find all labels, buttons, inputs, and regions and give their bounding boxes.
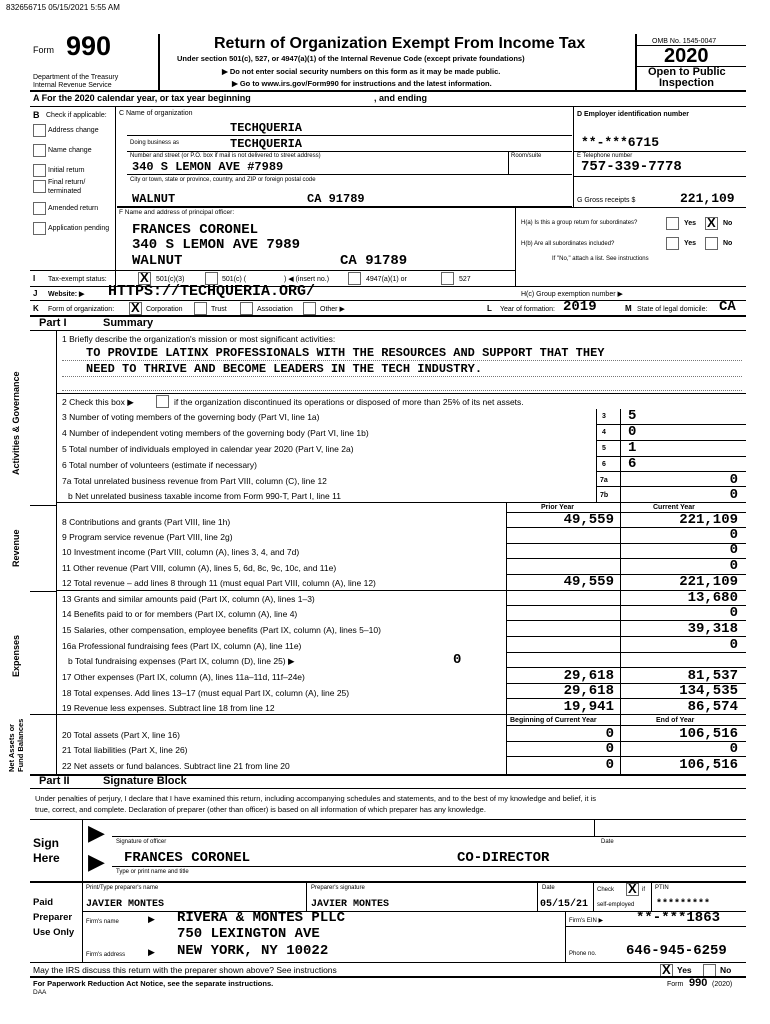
line-22-begin: 0	[605, 757, 614, 773]
mission-dotline-3	[62, 390, 742, 391]
street-label: Number and street (or P.O. box if mail is not delivered to street address)	[130, 153, 321, 159]
exp-net-side-rule	[30, 714, 56, 715]
omb-number: OMB No. 1545-0047	[652, 38, 717, 45]
org-phone: 757-339-7778	[581, 159, 682, 175]
line-5-rule	[596, 456, 746, 457]
preparer-signature: JAVIER MONTES	[311, 899, 390, 910]
line-5-value: 1	[628, 440, 637, 456]
firm-address-arrow: ▶	[148, 947, 155, 957]
amended-return-checkbox[interactable]	[33, 202, 46, 215]
line-11-current: 0	[729, 558, 738, 574]
final-return-checkbox[interactable]	[33, 180, 46, 193]
firm-phone: 646-945-6259	[626, 943, 727, 959]
line-20-rule	[506, 741, 746, 742]
status-501c-label: 501(c) (	[222, 276, 247, 283]
org-name-label: C Name of organization	[119, 110, 193, 117]
section-b-divider	[115, 106, 116, 286]
trust-label: Trust	[211, 306, 227, 313]
section-d-divider	[573, 106, 574, 207]
city-label: City or town, state or province, country, and ZIP or foreign postal code	[130, 177, 316, 183]
name-change-checkbox[interactable]	[33, 144, 46, 157]
amended-return-label: Amended return	[48, 205, 99, 212]
line-11-text: 11 Other revenue (Part VIII, column (A), lines 5, 6d, 8c, 9c, 10c, and 11e)	[62, 563, 337, 573]
part-1-header-rule	[30, 330, 746, 331]
line-i-top-rule	[30, 270, 516, 271]
line-18-current: 134,535	[679, 683, 738, 699]
gross-receipts-label: G Gross receipts $	[577, 197, 636, 204]
line-7b-value: 0	[729, 487, 738, 503]
dept-line-2: Internal Revenue Service	[33, 82, 112, 89]
line-15-current: 39,318	[687, 621, 738, 637]
line-6-text: 6 Total number of volunteers (estimate if necessary)	[62, 460, 257, 470]
preparer-date-divider	[537, 881, 538, 911]
firm-ein: **-***1863	[636, 910, 721, 926]
header-divider-left	[158, 34, 160, 90]
sign-label-2: Here	[33, 851, 60, 865]
other-org-checkbox[interactable]	[303, 302, 316, 315]
status-501c3-check-mark: X	[140, 270, 149, 285]
line-6-rule	[596, 471, 746, 472]
line-16a-text: 16a Professional fundraising fees (Part IX, column (A), line 11e)	[62, 641, 302, 651]
h-note: If "No," attach a list. See instructions	[552, 256, 649, 262]
association-checkbox[interactable]	[240, 302, 253, 315]
expenses-side-label: Expenses	[11, 634, 21, 677]
initial-return-checkbox[interactable]	[33, 164, 46, 177]
irs-discuss-question: May the IRS discuss this return with the preparer shown above? See instructions	[33, 965, 337, 975]
line-13-rule	[506, 605, 746, 606]
status-501c-insert: ) ◀ (insert no.)	[284, 276, 330, 283]
status-527-checkbox[interactable]	[441, 272, 454, 285]
line-15-text: 15 Salaries, other compensation, employee benefits (Part IX, column (A), lines 5–10)	[62, 625, 381, 635]
line-4-text: 4 Number of independent voting members of the governing body (Part VI, line 1b)	[62, 428, 369, 438]
firm-right-divider	[565, 911, 566, 962]
line-16b-value: 0	[453, 652, 462, 668]
street-rule	[127, 174, 572, 175]
gov-rev-side-rule	[30, 505, 56, 506]
principal-officer-label: F Name and address of principal officer:	[119, 209, 235, 216]
part-2-title: Signature Block	[103, 775, 187, 787]
application-pending-label: Application pending	[48, 225, 110, 232]
dba-label: Doing business as	[130, 140, 180, 146]
line-1-text: 1 Briefly describe the organization's mission or most significant activities:	[62, 334, 336, 344]
line-8-current: 221,109	[679, 512, 738, 528]
firm-name: RIVERA & MONTES PLLC	[177, 910, 346, 926]
ptin-divider	[651, 881, 652, 911]
part-2-label: Part II	[39, 775, 70, 787]
preparer-date: 05/15/21	[540, 899, 589, 910]
if-label: if	[642, 887, 645, 893]
line-3-value: 5	[628, 408, 637, 424]
section-b-label: B	[33, 110, 40, 120]
mission-dotline-2	[62, 376, 742, 377]
preparer-date-label: Date	[542, 885, 555, 891]
other-org-label: Other ▶	[320, 306, 345, 313]
line-6-value: 6	[628, 456, 637, 472]
check-if-applicable: Check if applicable:	[46, 112, 107, 119]
status-4947-label: 4947(a)(1) or	[366, 276, 407, 283]
line-12-text: 12 Total revenue – add lines 8 through 11 (must equal Part VIII, column (A), line 12)	[62, 578, 376, 588]
header-bottom-rule	[30, 90, 746, 92]
ha-no-check-mark: X	[707, 215, 716, 230]
line-9-text: 9 Program service revenue (Part VIII, line 2g)	[62, 532, 233, 542]
line-8-prior: 49,559	[563, 512, 614, 528]
corporation-check-mark: X	[131, 300, 140, 315]
firm-address-2: NEW YORK, NY 10022	[177, 943, 329, 959]
hb-yes-label: Yes	[684, 240, 697, 247]
preparer-sig-divider	[306, 881, 307, 911]
status-501c3-label: 501(c)(3)	[156, 276, 185, 283]
principal-street: 340 S LEMON AVE 7989	[132, 237, 301, 253]
tax-exempt-status-label: Tax-exempt status:	[48, 276, 107, 283]
principal-name: FRANCES CORONEL	[132, 222, 259, 238]
form-number: 990	[66, 31, 112, 61]
preparer-ptin: *********	[656, 899, 711, 910]
line-19-prior: 19,941	[563, 699, 614, 715]
line-22-end: 106,516	[679, 757, 738, 773]
line-13-current: 13,680	[687, 590, 738, 606]
status-527-label: 527	[459, 276, 471, 283]
firm-ein-rule	[565, 926, 746, 927]
year-rule	[636, 66, 746, 67]
form-title: Return of Organization Exempt From Income Tax	[214, 35, 586, 52]
sign-arrow-2: ▶	[88, 849, 105, 874]
part-1-title: Summary	[103, 317, 154, 329]
header-divider-right	[635, 34, 637, 90]
line-16b-text: b Total fundraising expenses (Part IX, column (D), line 25) ▶	[68, 656, 295, 666]
line-3-num: 3	[602, 413, 606, 420]
omb-rule	[636, 45, 746, 46]
principal-city: WALNUT	[132, 253, 183, 269]
line-7b-num: 7b	[600, 492, 609, 499]
line-16a-current: 0	[729, 637, 738, 653]
hb-question: H(b) Are all subordinates included?	[521, 241, 615, 247]
activities-governance-label: Activities & Governance	[11, 371, 21, 475]
signature-date-divider	[594, 819, 595, 836]
org-street: 340 S LEMON AVE #7989	[132, 160, 284, 174]
line-19-text: 19 Revenue less expenses. Subtract line 18 from line 12	[62, 703, 275, 713]
perjury-line-2: true, correct, and complete. Declaration of preparer (other than officer) is based on all information of which preparer has any knowledge.	[35, 805, 486, 814]
mission-line-2: NEED TO THRIVE AND BECOME LEADERS IN THE TECH INDUSTRY.	[86, 362, 483, 376]
line-k-label: K	[33, 304, 39, 313]
signature-line	[112, 836, 746, 837]
line-5-text: 5 Total number of individuals employed in calendar year 2020 (Part V, line 2a)	[62, 444, 354, 454]
line-3-text: 3 Number of voting members of the governing body (Part VI, line 1a)	[62, 412, 320, 422]
revenue-bottom-rule	[56, 590, 746, 591]
org-city: WALNUT	[132, 192, 176, 206]
use-only-label: Use Only	[33, 927, 75, 938]
name-change-label: Name change	[48, 147, 92, 154]
form-subtitle: Under section 501(c), 527, or 4947(a)(1) of the Internal Revenue Code (except private foundations)	[177, 54, 525, 63]
year-formation: 2019	[563, 299, 597, 315]
net-assets-side-label-2: Fund Balances	[16, 718, 25, 772]
line-17-current: 81,537	[687, 668, 738, 684]
dba-rule	[127, 151, 572, 152]
officer-date-label: Date	[601, 839, 614, 845]
hb-yes-checkbox[interactable]	[666, 237, 679, 250]
line-21-text: 21 Total liabilities (Part X, line 26)	[62, 745, 188, 755]
line-7b-text: b Net unrelated business taxable income from Form 990-T, Part I, line 11	[68, 491, 341, 501]
current-year-header: Current Year	[653, 504, 695, 511]
line-4-value: 0	[628, 424, 637, 440]
ha-yes-checkbox[interactable]	[666, 217, 679, 230]
ha-yes-label: Yes	[684, 220, 697, 227]
line-5-num: 5	[602, 445, 606, 452]
line-16a-rule	[506, 652, 746, 653]
officer-signature-label: Signature of officer	[116, 839, 167, 845]
print-stamp: 832656715 05/15/2021 5:55 AM	[6, 3, 120, 12]
perjury-line-1: Under penalties of perjury, I declare that I have examined this return, including accompanying schedules and statements, and to the best of my knowledge and belief, it is	[35, 794, 597, 803]
firm-address-label: Firm's address	[86, 952, 126, 958]
line-7a-text: 7a Total unrelated business revenue from Part VIII, column (C), line 12	[62, 476, 327, 486]
final-return-label: Final return/ terminated	[48, 179, 86, 195]
firm-phone-label: Phone no.	[569, 951, 597, 957]
line-17-prior: 29,618	[563, 668, 614, 684]
initial-return-label: Initial return	[48, 167, 85, 174]
firm-ein-label: Firm's EIN ▶	[569, 918, 604, 924]
line-10-text: 10 Investment income (Part VIII, column (A), lines 3, 4, and 7d)	[62, 547, 300, 557]
prior-year-header: Prior Year	[541, 504, 574, 511]
preparer-label: Preparer	[33, 912, 73, 923]
line-21-end: 0	[729, 741, 738, 757]
expenses-bottom-rule	[56, 714, 746, 715]
phone-rule	[573, 176, 746, 177]
legal-domicile: CA	[719, 299, 736, 315]
type-name-title-label: Type or print name and title	[116, 869, 189, 875]
discontinued-checkbox[interactable]	[156, 395, 169, 408]
line-22-text: 22 Net assets or fund balances. Subtract line 21 from line 20	[62, 761, 290, 771]
self-employed-check-mark: X	[628, 881, 637, 896]
line-1-rule	[56, 393, 746, 394]
status-4947-checkbox[interactable]	[348, 272, 361, 285]
mission-dotline-1	[62, 360, 742, 361]
mission-line-1: TO PROVIDE LATINX PROFESSIONALS WITH THE RESOURCES AND SUPPORT THAT THEY	[86, 346, 605, 360]
gov-bottom-rule	[56, 502, 746, 503]
line-j-label: J	[33, 289, 38, 298]
legal-domicile-label: State of legal domicile:	[637, 306, 708, 313]
line-19-current: 86,574	[687, 699, 738, 715]
preparer-name: JAVIER MONTES	[86, 899, 165, 910]
corporation-label: Corporation	[146, 306, 183, 313]
line-4-rule	[596, 440, 746, 441]
line-13-text: 13 Grants and similar amounts paid (Part IX, column (A), lines 1–3)	[62, 594, 315, 604]
discuss-yes-label: Yes	[677, 965, 692, 975]
daa-label: DAA	[33, 989, 47, 996]
address-change-label: Address change	[48, 127, 99, 134]
instructions-link: ▶ Go to www.irs.gov/Form990 for instructions and the latest information.	[232, 79, 492, 88]
preparer-bottom-rule	[30, 962, 746, 963]
footer-form-number: 990	[689, 977, 708, 989]
line-10-current: 0	[729, 542, 738, 558]
paid-label: Paid	[33, 897, 54, 908]
line-17-text: 17 Other expenses (Part IX, column (A), lines 11a–11d, 11f–24e)	[62, 672, 305, 682]
part-1-label: Part I	[39, 317, 67, 329]
phone-label: E Telephone number	[577, 153, 633, 159]
ein-label: D Employer identification number	[577, 111, 690, 118]
line-a-ending: , and ending	[374, 93, 427, 103]
preparer-divider	[82, 881, 83, 962]
rev-exp-side-rule	[30, 591, 56, 592]
principal-state-zip: CA 91789	[340, 253, 408, 269]
tax-year: 2020	[664, 45, 709, 67]
begin-year-header: Beginning of Current Year	[510, 717, 597, 724]
open-public-1: Open to Public	[648, 66, 726, 78]
line-4-num: 4	[602, 429, 606, 436]
line-18-prior: 29,618	[563, 683, 614, 699]
line-8-text: 8 Contributions and grants (Part VIII, line 1h)	[62, 517, 231, 527]
org-name: TECHQUERIA	[230, 121, 303, 135]
line-a-rule	[30, 106, 746, 107]
year-formation-label: Year of formation:	[500, 306, 555, 313]
footer-form-year: (2020)	[712, 981, 733, 988]
firm-name-arrow: ▶	[148, 914, 155, 924]
room-suite-label: Room/suite	[511, 153, 542, 159]
revenue-side-label: Revenue	[11, 529, 21, 567]
preparer-signature-label: Preparer's signature	[311, 885, 365, 891]
line-14-text: 14 Benefits paid to or for members (Part IX, column (A), line 4)	[62, 609, 298, 619]
website-url[interactable]: HTTPS://TECHQUERIA.ORG/	[108, 283, 316, 300]
firm-name-label: Firm's name	[86, 919, 119, 925]
officer-title: CO-DIRECTOR	[457, 850, 550, 866]
ein-value: **-***6715	[581, 135, 660, 150]
line-21-begin: 0	[605, 741, 614, 757]
preparer-check-divider	[593, 881, 594, 911]
self-employed-label: self-employed	[597, 902, 635, 908]
check-label: Check	[597, 887, 615, 893]
discuss-no-label: No	[720, 965, 732, 975]
line-7a-num: 7a	[600, 477, 608, 484]
line-20-begin: 0	[605, 726, 614, 742]
ptin-label: PTIN	[655, 885, 669, 891]
end-year-header: End of Year	[656, 717, 695, 724]
form-of-org-label: Form of organization:	[48, 306, 115, 313]
net-assets-side-label-1: Net Assets or	[7, 723, 16, 772]
hb-no-label: No	[723, 240, 733, 247]
ein-rule	[573, 151, 746, 152]
line-2-description: if the organization discontinued its operations or disposed of more than 25% of its net assets.	[174, 397, 524, 407]
line-8-rule	[506, 527, 746, 528]
line-18-text: 18 Total expenses. Add lines 13–17 (must equal Part IX, column (A), line 25)	[62, 688, 350, 698]
form-word: Form	[33, 45, 54, 55]
discuss-yes-check-mark: X	[662, 962, 671, 977]
line-6-num: 6	[602, 461, 606, 468]
application-pending-checkbox[interactable]	[33, 222, 46, 235]
ha-no-label: No	[723, 220, 733, 227]
website-label: Website: ▶	[48, 291, 85, 298]
line-20-end: 106,516	[679, 726, 738, 742]
line-m-label: M	[625, 304, 632, 313]
section-h-divider	[515, 207, 516, 286]
trust-checkbox[interactable]	[194, 302, 207, 315]
line-7a-rule	[596, 486, 746, 487]
footer-form-word: Form	[667, 981, 684, 988]
section-cg-bottom-rule	[117, 207, 746, 208]
gross-receipts-value: 221,109	[680, 191, 735, 206]
org-state-zip: CA 91789	[307, 192, 365, 206]
line-15-rule	[506, 636, 746, 637]
line-9-rule	[506, 543, 746, 544]
line-20-text: 20 Total assets (Part X, line 16)	[62, 730, 180, 740]
line-2-text: 2 Check this box ▶	[62, 397, 134, 407]
hb-no-checkbox[interactable]	[705, 237, 718, 250]
line-9-current: 0	[729, 527, 738, 543]
perjury-rule	[30, 819, 746, 820]
sign-label-1: Sign	[33, 836, 59, 850]
sign-divider	[82, 819, 83, 882]
org-name-rule	[127, 135, 572, 136]
line-a: A For the 2020 calendar year, or tax year beginning	[33, 93, 251, 103]
part-1-side-divider	[56, 330, 57, 774]
line-3-rule	[596, 424, 746, 425]
dept-line-1: Department of the Treasury	[33, 74, 119, 81]
hc-group-exemption: H(c) Group exemption number ▶	[521, 291, 623, 298]
room-suite-divider	[508, 151, 509, 174]
part-2-header-rule	[30, 788, 746, 789]
officer-name-rule	[112, 866, 746, 867]
ssn-warning: ▶ Do not enter social security numbers on this form as it may be made public.	[222, 67, 501, 76]
line-10-rule	[506, 558, 746, 559]
paperwork-notice: For Paperwork Reduction Act Notice, see the separate instructions.	[33, 979, 274, 988]
line-l-label: L	[487, 304, 492, 313]
association-label: Association	[257, 306, 293, 313]
open-public-2: Inspection	[659, 77, 715, 89]
officer-name: FRANCES CORONEL	[124, 850, 251, 866]
line-7a-value: 0	[729, 472, 738, 488]
preparer-name-label: Print/Type preparer's name	[86, 885, 159, 891]
firm-address-1: 750 LEXINGTON AVE	[177, 926, 320, 942]
line-12-current: 221,109	[679, 574, 738, 590]
sign-arrow-1: ▶	[88, 820, 105, 845]
ha-question: H(a) Is this a group return for subordinates?	[521, 220, 638, 226]
line-i-label: I	[33, 274, 36, 283]
address-change-checkbox[interactable]	[33, 124, 46, 137]
footer-rule	[30, 976, 746, 978]
dba-name: TECHQUERIA	[230, 137, 303, 151]
line-14-current: 0	[729, 605, 738, 621]
line-12-prior: 49,559	[563, 574, 614, 590]
